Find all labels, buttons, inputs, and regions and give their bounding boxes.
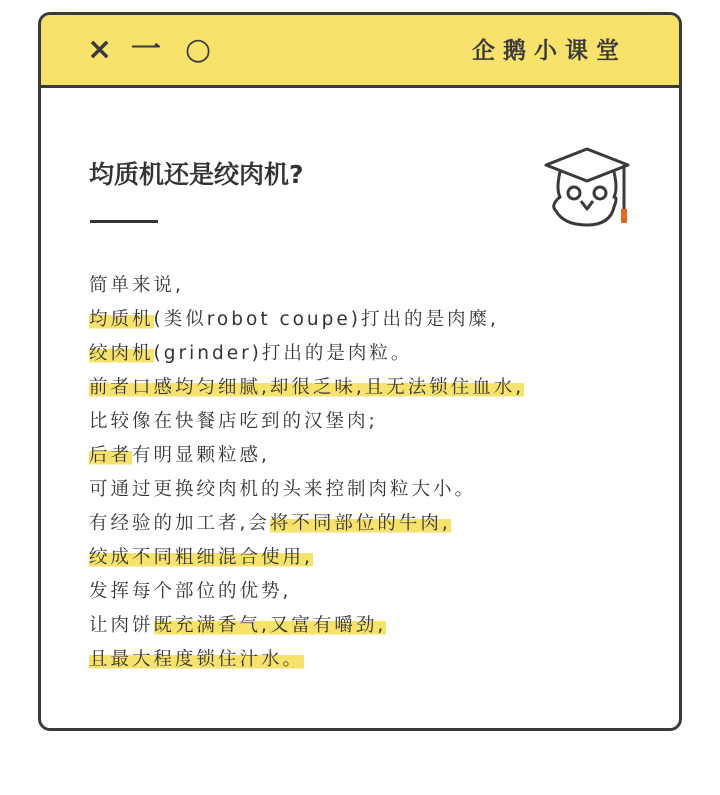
body-text-segment: 简单来说, <box>89 275 184 296</box>
body-line <box>89 269 649 303</box>
minimize-icon[interactable]: 一 <box>131 32 161 67</box>
highlighted-text: 后者 <box>89 445 133 466</box>
maximize-icon[interactable]: ○ <box>185 32 212 67</box>
body-line <box>89 439 649 473</box>
body-line <box>89 405 649 439</box>
window-titlebar <box>41 15 679 88</box>
highlighted-text: 将不同部位的牛肉, <box>269 513 451 534</box>
body-line <box>89 473 649 507</box>
highlighted-text: 绞成不同粗细混合使用, <box>89 547 313 568</box>
article-body <box>89 269 649 677</box>
body-text-segment: (类似robot coupe)打出的是肉糜, <box>153 309 499 330</box>
body-text-segment: 有明显颗粒感, <box>132 445 270 466</box>
body-line <box>89 371 649 405</box>
highlighted-text: 绞肉机 <box>89 343 154 364</box>
brand-title: 企鹅小课堂 <box>472 38 627 64</box>
body-text-segment: (grinder)打出的是肉粒。 <box>153 343 413 364</box>
highlighted-text: 前者口感均匀细腻,却很乏味,且无法锁住血水, <box>89 377 525 398</box>
highlighted-text: 既充满香气,又富有嚼劲, <box>153 615 387 636</box>
close-icon[interactable]: × <box>87 32 113 67</box>
highlighted-text: 均质机 <box>89 309 154 330</box>
body-line <box>89 609 649 643</box>
article-card <box>38 12 682 731</box>
body-line <box>89 643 649 677</box>
title-underline <box>90 220 158 223</box>
body-line <box>89 507 649 541</box>
graduation-cap-penguin-icon <box>542 145 632 231</box>
body-text-segment: 可通过更换绞肉机的头来控制肉粒大小。 <box>89 479 477 500</box>
body-text-segment: 比较像在快餐店吃到的汉堡肉; <box>89 411 378 432</box>
article-title: 均质机还是绞肉机? <box>89 160 304 189</box>
body-text-segment: 发挥每个部位的优势, <box>89 581 292 602</box>
highlighted-text: 且最大程度锁住汁水。 <box>89 649 305 670</box>
body-line <box>89 575 649 609</box>
body-line <box>89 303 649 337</box>
body-text-segment: 让肉饼 <box>89 615 154 636</box>
body-line <box>89 541 649 575</box>
body-text-segment: 有经验的加工者,会 <box>89 513 270 534</box>
body-line <box>89 337 649 371</box>
